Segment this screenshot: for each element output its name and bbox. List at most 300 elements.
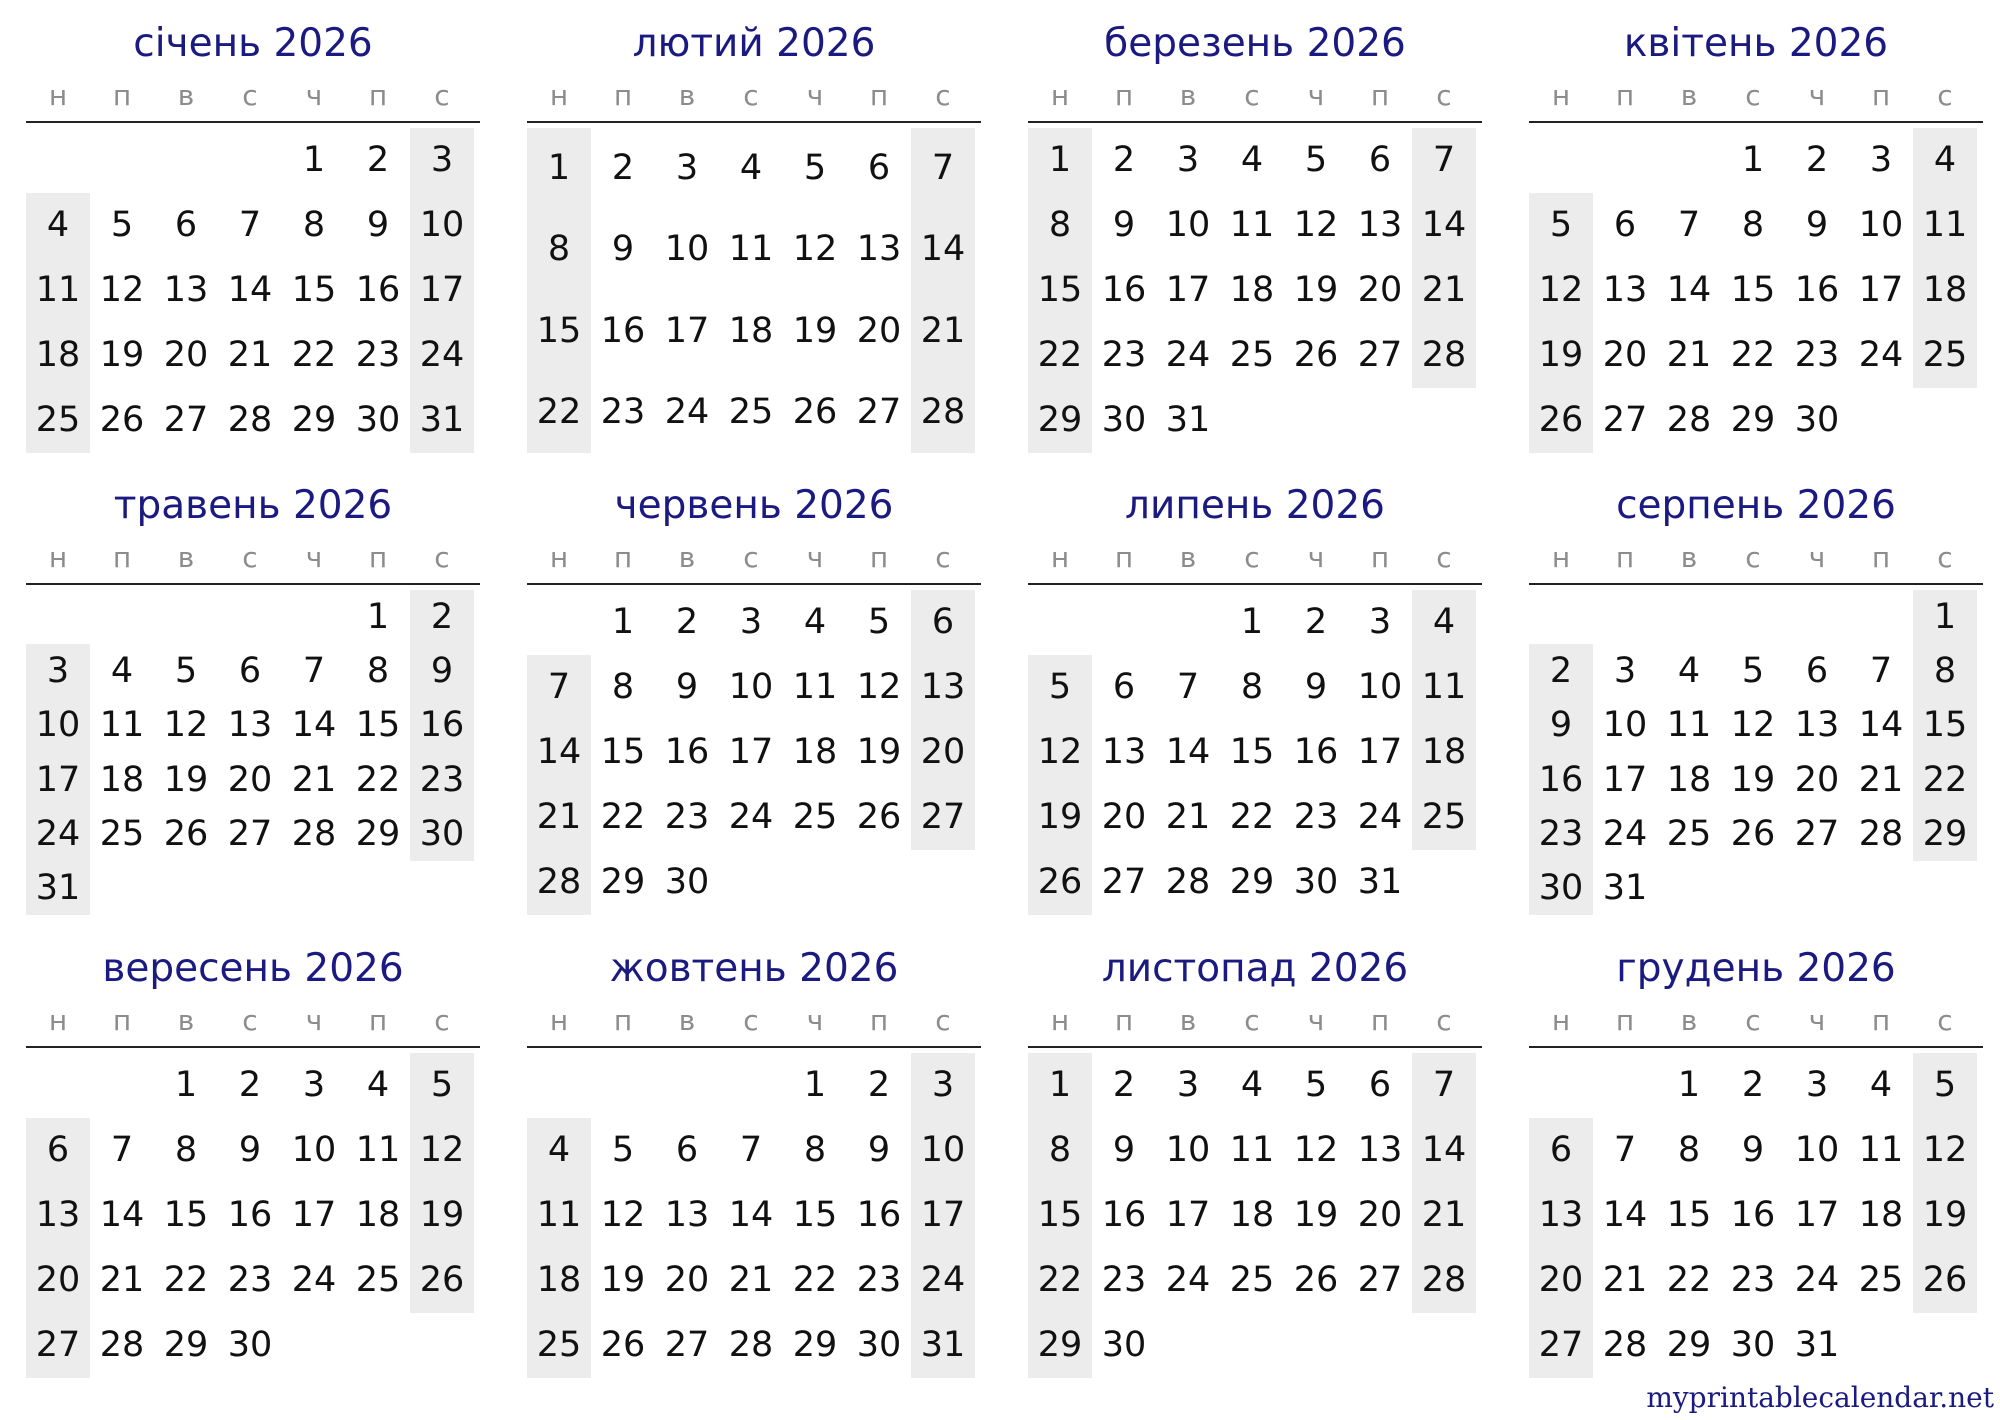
- weekday-label: н: [1551, 79, 1571, 112]
- weekday-label: с: [1937, 1004, 1953, 1037]
- weekday-label: п: [869, 541, 889, 574]
- day-cell: 30: [856, 1325, 902, 1365]
- day-cell: 23: [600, 391, 646, 432]
- day-cell: 22: [1037, 335, 1083, 375]
- header-rule: [1028, 121, 1482, 123]
- day-cell: 6: [1368, 1065, 1392, 1105]
- day-cell: 29: [792, 1325, 838, 1365]
- day-cell: 30: [1101, 1325, 1147, 1365]
- day-cell: 4: [1432, 602, 1456, 642]
- day-cell: 5: [1933, 1065, 1957, 1105]
- day-cell: 7: [547, 667, 571, 707]
- day-cell: 3: [1176, 140, 1200, 180]
- month-8: [1529, 462, 1983, 922]
- day-cell: 10: [728, 667, 774, 707]
- day-cell: 19: [1922, 1195, 1968, 1235]
- weekday-label: п: [1615, 541, 1635, 574]
- day-cell: 6: [1613, 205, 1637, 245]
- day-cell: 2: [1741, 1065, 1765, 1105]
- weekday-label: с: [1436, 79, 1452, 112]
- day-cell: 12: [1293, 1130, 1339, 1170]
- month-9: [26, 925, 480, 1385]
- day-cell: 15: [1229, 732, 1275, 772]
- day-cell: 1: [1048, 1065, 1072, 1105]
- day-cell: 11: [355, 1130, 401, 1170]
- weekday-label: с: [935, 79, 951, 112]
- day-cell: 23: [355, 335, 401, 375]
- day-cell: 19: [600, 1260, 646, 1300]
- weekday-label: с: [1244, 1004, 1260, 1037]
- weekday-label: п: [1871, 79, 1891, 112]
- day-cell: 3: [931, 1065, 955, 1105]
- day-cell: 25: [728, 391, 774, 432]
- day-cell: 16: [856, 1195, 902, 1235]
- day-cell: 30: [227, 1325, 273, 1365]
- header-rule: [1529, 1046, 1983, 1048]
- day-cell: 30: [1293, 862, 1339, 902]
- day-cell: 20: [1602, 335, 1648, 375]
- day-cell: 4: [1677, 651, 1701, 692]
- day-cell: 12: [1730, 705, 1776, 746]
- day-cell: 10: [1794, 1130, 1840, 1170]
- day-cell: 13: [1794, 705, 1840, 746]
- day-cell: 14: [99, 1195, 145, 1235]
- weekday-label: с: [1436, 541, 1452, 574]
- day-cell: 23: [1101, 1260, 1147, 1300]
- day-cell: 10: [1357, 667, 1403, 707]
- day-cell: 30: [355, 400, 401, 440]
- day-cell: 4: [547, 1130, 571, 1170]
- day-cell: 12: [600, 1195, 646, 1235]
- day-cell: 1: [302, 140, 326, 180]
- day-cell: 12: [1037, 732, 1083, 772]
- day-cell: 9: [1741, 1130, 1765, 1170]
- day-cell: 29: [355, 813, 401, 854]
- day-cell: 4: [803, 602, 827, 642]
- day-cell: 31: [419, 400, 465, 440]
- day-cell: 3: [46, 651, 70, 692]
- day-cell: 21: [1858, 759, 1904, 800]
- day-cell: 7: [1869, 651, 1893, 692]
- day-cell: 29: [1037, 400, 1083, 440]
- day-cell: 5: [1048, 667, 1072, 707]
- day-cell: 28: [1165, 862, 1211, 902]
- day-cell: 10: [419, 205, 465, 245]
- weekday-label: ч: [806, 541, 824, 574]
- day-cell: 10: [291, 1130, 337, 1170]
- weekday-label: п: [112, 79, 132, 112]
- weekday-label: в: [1680, 541, 1698, 574]
- day-cell: 24: [728, 797, 774, 837]
- day-cell: 5: [867, 602, 891, 642]
- day-cell: 28: [1421, 335, 1467, 375]
- day-cell: 18: [536, 1260, 582, 1300]
- day-cell: 13: [856, 229, 902, 270]
- weekday-label: п: [613, 1004, 633, 1037]
- day-cell: 24: [419, 335, 465, 375]
- day-cell: 26: [856, 797, 902, 837]
- weekday-label: п: [368, 1004, 388, 1037]
- day-cell: 24: [291, 1260, 337, 1300]
- weekday-label: с: [242, 541, 258, 574]
- day-cell: 13: [920, 667, 966, 707]
- day-cell: 18: [792, 732, 838, 772]
- day-cell: 15: [1037, 1195, 1083, 1235]
- weekday-label: ч: [305, 541, 323, 574]
- weekday-label: с: [1745, 79, 1761, 112]
- day-cell: 26: [1037, 862, 1083, 902]
- day-cell: 8: [611, 667, 635, 707]
- day-cell: 22: [1922, 759, 1968, 800]
- day-cell: 21: [1165, 797, 1211, 837]
- weekday-label: с: [242, 1004, 258, 1037]
- day-cell: 1: [1048, 140, 1072, 180]
- day-cell: 30: [419, 813, 465, 854]
- day-cell: 11: [1922, 205, 1968, 245]
- day-cell: 25: [1922, 335, 1968, 375]
- day-cell: 9: [430, 651, 454, 692]
- day-cell: 1: [547, 148, 571, 188]
- day-cell: 23: [856, 1260, 902, 1300]
- day-cell: 16: [1538, 759, 1584, 800]
- month-4: [1529, 0, 1983, 460]
- day-cell: 25: [792, 797, 838, 837]
- day-cell: 19: [99, 335, 145, 375]
- day-cell: 5: [430, 1065, 454, 1105]
- day-cell: 17: [920, 1195, 966, 1235]
- day-cell: 18: [1666, 759, 1712, 800]
- day-cell: 23: [227, 1260, 273, 1300]
- day-cell: 23: [664, 797, 710, 837]
- month-title: листопад 2026: [1101, 946, 1409, 991]
- weekday-label: п: [613, 79, 633, 112]
- day-cell: 30: [664, 862, 710, 902]
- day-cell: 9: [675, 667, 699, 707]
- day-cell: 22: [536, 391, 582, 432]
- day-cell: 4: [1869, 1065, 1893, 1105]
- day-cell: 13: [1538, 1195, 1584, 1235]
- day-cell: 9: [1304, 667, 1328, 707]
- day-cell: 8: [1677, 1130, 1701, 1170]
- day-cell: 9: [366, 205, 390, 245]
- day-cell: 11: [728, 229, 774, 270]
- day-cell: 24: [1602, 813, 1648, 854]
- day-cell: 22: [355, 759, 401, 800]
- day-cell: 24: [920, 1260, 966, 1300]
- month-title: грудень 2026: [1616, 946, 1896, 991]
- day-cell: 6: [931, 602, 955, 642]
- day-cell: 22: [291, 335, 337, 375]
- weekday-label: с: [1244, 79, 1260, 112]
- day-cell: 23: [1538, 813, 1584, 854]
- day-cell: 20: [920, 732, 966, 772]
- day-cell: 19: [1293, 270, 1339, 310]
- weekday-label: н: [549, 79, 569, 112]
- day-cell: 11: [35, 270, 81, 310]
- day-cell: 10: [1165, 205, 1211, 245]
- weekday-label: в: [1680, 79, 1698, 112]
- day-cell: 21: [291, 759, 337, 800]
- day-cell: 22: [1229, 797, 1275, 837]
- weekday-label: с: [1436, 1004, 1452, 1037]
- day-cell: 4: [110, 651, 134, 692]
- weekday-label: п: [1370, 79, 1390, 112]
- day-cell: 17: [1165, 270, 1211, 310]
- day-cell: 2: [1304, 602, 1328, 642]
- day-cell: 19: [163, 759, 209, 800]
- day-cell: 21: [920, 310, 966, 351]
- day-cell: 25: [355, 1260, 401, 1300]
- weekday-label: с: [434, 1004, 450, 1037]
- day-cell: 8: [302, 205, 326, 245]
- month-2: [527, 0, 981, 460]
- day-cell: 7: [1677, 205, 1701, 245]
- day-cell: 11: [99, 705, 145, 746]
- day-cell: 13: [1357, 1130, 1403, 1170]
- header-rule: [26, 583, 480, 585]
- month-5: [26, 462, 480, 922]
- day-cell: 15: [792, 1195, 838, 1235]
- day-cell: 3: [739, 602, 763, 642]
- day-cell: 20: [856, 310, 902, 351]
- weekday-label: п: [869, 79, 889, 112]
- weekday-label: с: [1937, 79, 1953, 112]
- day-cell: 16: [355, 270, 401, 310]
- day-cell: 2: [1112, 1065, 1136, 1105]
- day-cell: 19: [419, 1195, 465, 1235]
- weekday-label: п: [1615, 79, 1635, 112]
- weekday-label: п: [1871, 1004, 1891, 1037]
- month-12: [1529, 925, 1983, 1385]
- day-cell: 22: [600, 797, 646, 837]
- weekday-label: ч: [806, 1004, 824, 1037]
- weekday-label: н: [1050, 79, 1070, 112]
- day-cell: 5: [1741, 651, 1765, 692]
- day-cell: 6: [238, 651, 262, 692]
- day-cell: 8: [174, 1130, 198, 1170]
- day-cell: 10: [35, 705, 81, 746]
- weekday-label: ч: [1307, 1004, 1325, 1037]
- day-cell: 9: [1112, 205, 1136, 245]
- day-cell: 15: [536, 310, 582, 351]
- day-cell: 15: [163, 1195, 209, 1235]
- month-title: серпень 2026: [1616, 483, 1896, 528]
- weekday-label: в: [678, 79, 696, 112]
- day-cell: 25: [1858, 1260, 1904, 1300]
- day-cell: 1: [1741, 140, 1765, 180]
- day-cell: 9: [867, 1130, 891, 1170]
- day-cell: 13: [1602, 270, 1648, 310]
- day-cell: 2: [675, 602, 699, 642]
- day-cell: 17: [419, 270, 465, 310]
- day-cell: 12: [792, 229, 838, 270]
- day-cell: 19: [1037, 797, 1083, 837]
- day-cell: 17: [35, 759, 81, 800]
- day-cell: 29: [1922, 813, 1968, 854]
- day-cell: 14: [1165, 732, 1211, 772]
- day-cell: 17: [291, 1195, 337, 1235]
- day-cell: 4: [1240, 1065, 1264, 1105]
- day-cell: 27: [920, 797, 966, 837]
- day-cell: 28: [920, 391, 966, 432]
- day-cell: 28: [536, 862, 582, 902]
- day-cell: 25: [35, 400, 81, 440]
- day-cell: 8: [1240, 667, 1264, 707]
- weekday-label: н: [549, 1004, 569, 1037]
- day-cell: 12: [1293, 205, 1339, 245]
- day-cell: 8: [366, 651, 390, 692]
- day-cell: 5: [1549, 205, 1573, 245]
- weekday-label: ч: [305, 79, 323, 112]
- day-cell: 1: [366, 597, 390, 637]
- day-cell: 21: [1421, 1195, 1467, 1235]
- day-cell: 22: [1666, 1260, 1712, 1300]
- day-cell: 12: [99, 270, 145, 310]
- weekday-label: в: [678, 541, 696, 574]
- weekday-label: н: [48, 79, 68, 112]
- header-rule: [26, 1046, 480, 1048]
- day-cell: 2: [611, 148, 635, 188]
- day-cell: 24: [664, 391, 710, 432]
- day-cell: 20: [1357, 1195, 1403, 1235]
- day-cell: 24: [1357, 797, 1403, 837]
- weekday-label: ч: [1808, 541, 1826, 574]
- month-3: [1028, 0, 1482, 460]
- day-cell: 19: [1730, 759, 1776, 800]
- weekday-label: ч: [1307, 79, 1325, 112]
- weekday-label: с: [1244, 541, 1260, 574]
- day-cell: 23: [1293, 797, 1339, 837]
- day-cell: 13: [1357, 205, 1403, 245]
- day-cell: 12: [163, 705, 209, 746]
- day-cell: 22: [792, 1260, 838, 1300]
- day-cell: 3: [430, 140, 454, 180]
- day-cell: 28: [1602, 1325, 1648, 1365]
- month-10: [527, 925, 981, 1385]
- day-cell: 16: [600, 310, 646, 351]
- day-cell: 11: [1666, 705, 1712, 746]
- day-cell: 2: [366, 140, 390, 180]
- day-cell: 18: [99, 759, 145, 800]
- day-cell: 4: [46, 205, 70, 245]
- day-cell: 2: [238, 1065, 262, 1105]
- day-cell: 1: [611, 602, 635, 642]
- day-cell: 16: [1730, 1195, 1776, 1235]
- weekday-label: в: [1179, 79, 1197, 112]
- day-cell: 1: [1240, 602, 1264, 642]
- weekday-label: с: [434, 541, 450, 574]
- day-cell: 27: [1101, 862, 1147, 902]
- day-cell: 15: [1922, 705, 1968, 746]
- day-cell: 6: [1368, 140, 1392, 180]
- day-cell: 25: [1229, 335, 1275, 375]
- day-cell: 7: [931, 148, 955, 188]
- day-cell: 31: [1165, 400, 1211, 440]
- day-cell: 27: [1357, 335, 1403, 375]
- day-cell: 27: [163, 400, 209, 440]
- day-cell: 22: [1037, 1260, 1083, 1300]
- weekday-label: п: [1370, 541, 1390, 574]
- day-cell: 16: [1293, 732, 1339, 772]
- day-cell: 17: [1858, 270, 1904, 310]
- day-cell: 3: [302, 1065, 326, 1105]
- day-cell: 22: [1730, 335, 1776, 375]
- day-cell: 18: [35, 335, 81, 375]
- day-cell: 23: [1794, 335, 1840, 375]
- day-cell: 9: [1805, 205, 1829, 245]
- day-cell: 16: [227, 1195, 273, 1235]
- month-title: березень 2026: [1104, 21, 1406, 66]
- day-cell: 13: [163, 270, 209, 310]
- day-cell: 8: [1048, 205, 1072, 245]
- header-rule: [1529, 583, 1983, 585]
- day-cell: 17: [728, 732, 774, 772]
- weekday-label: ч: [305, 1004, 323, 1037]
- day-cell: 6: [1112, 667, 1136, 707]
- day-cell: 21: [728, 1260, 774, 1300]
- day-cell: 11: [1229, 1130, 1275, 1170]
- day-cell: 24: [1794, 1260, 1840, 1300]
- day-cell: 6: [174, 205, 198, 245]
- day-cell: 15: [600, 732, 646, 772]
- day-cell: 10: [1858, 205, 1904, 245]
- day-cell: 8: [1741, 205, 1765, 245]
- weekday-label: с: [1937, 541, 1953, 574]
- day-cell: 26: [1293, 1260, 1339, 1300]
- weekday-label: с: [743, 541, 759, 574]
- day-cell: 18: [1229, 1195, 1275, 1235]
- weekday-label: в: [1179, 1004, 1197, 1037]
- day-cell: 21: [536, 797, 582, 837]
- day-cell: 2: [430, 597, 454, 637]
- day-cell: 16: [1101, 1195, 1147, 1235]
- weekday-label: ч: [806, 79, 824, 112]
- day-cell: 9: [238, 1130, 262, 1170]
- weekday-label: с: [743, 79, 759, 112]
- weekday-label: п: [1370, 1004, 1390, 1037]
- day-cell: 7: [238, 205, 262, 245]
- weekday-label: н: [1551, 1004, 1571, 1037]
- header-rule: [527, 121, 981, 123]
- day-cell: 2: [1805, 140, 1829, 180]
- day-cell: 15: [1730, 270, 1776, 310]
- day-cell: 23: [1101, 335, 1147, 375]
- day-cell: 19: [856, 732, 902, 772]
- day-cell: 5: [803, 148, 827, 188]
- day-cell: 8: [1048, 1130, 1072, 1170]
- day-cell: 8: [547, 229, 571, 270]
- day-cell: 13: [35, 1195, 81, 1235]
- day-cell: 11: [792, 667, 838, 707]
- day-cell: 4: [1933, 140, 1957, 180]
- month-title: травень 2026: [113, 483, 393, 528]
- weekday-label: н: [549, 541, 569, 574]
- header-rule: [1028, 1046, 1482, 1048]
- day-cell: 20: [1538, 1260, 1584, 1300]
- day-cell: 31: [1602, 867, 1648, 908]
- day-cell: 27: [1538, 1325, 1584, 1365]
- month-title: червень 2026: [614, 483, 894, 528]
- day-cell: 18: [1229, 270, 1275, 310]
- day-cell: 29: [600, 862, 646, 902]
- day-cell: 20: [227, 759, 273, 800]
- day-cell: 12: [1538, 270, 1584, 310]
- day-cell: 5: [174, 651, 198, 692]
- day-cell: 4: [739, 148, 763, 188]
- day-cell: 24: [1165, 1260, 1211, 1300]
- day-cell: 27: [1794, 813, 1840, 854]
- day-cell: 5: [1304, 1065, 1328, 1105]
